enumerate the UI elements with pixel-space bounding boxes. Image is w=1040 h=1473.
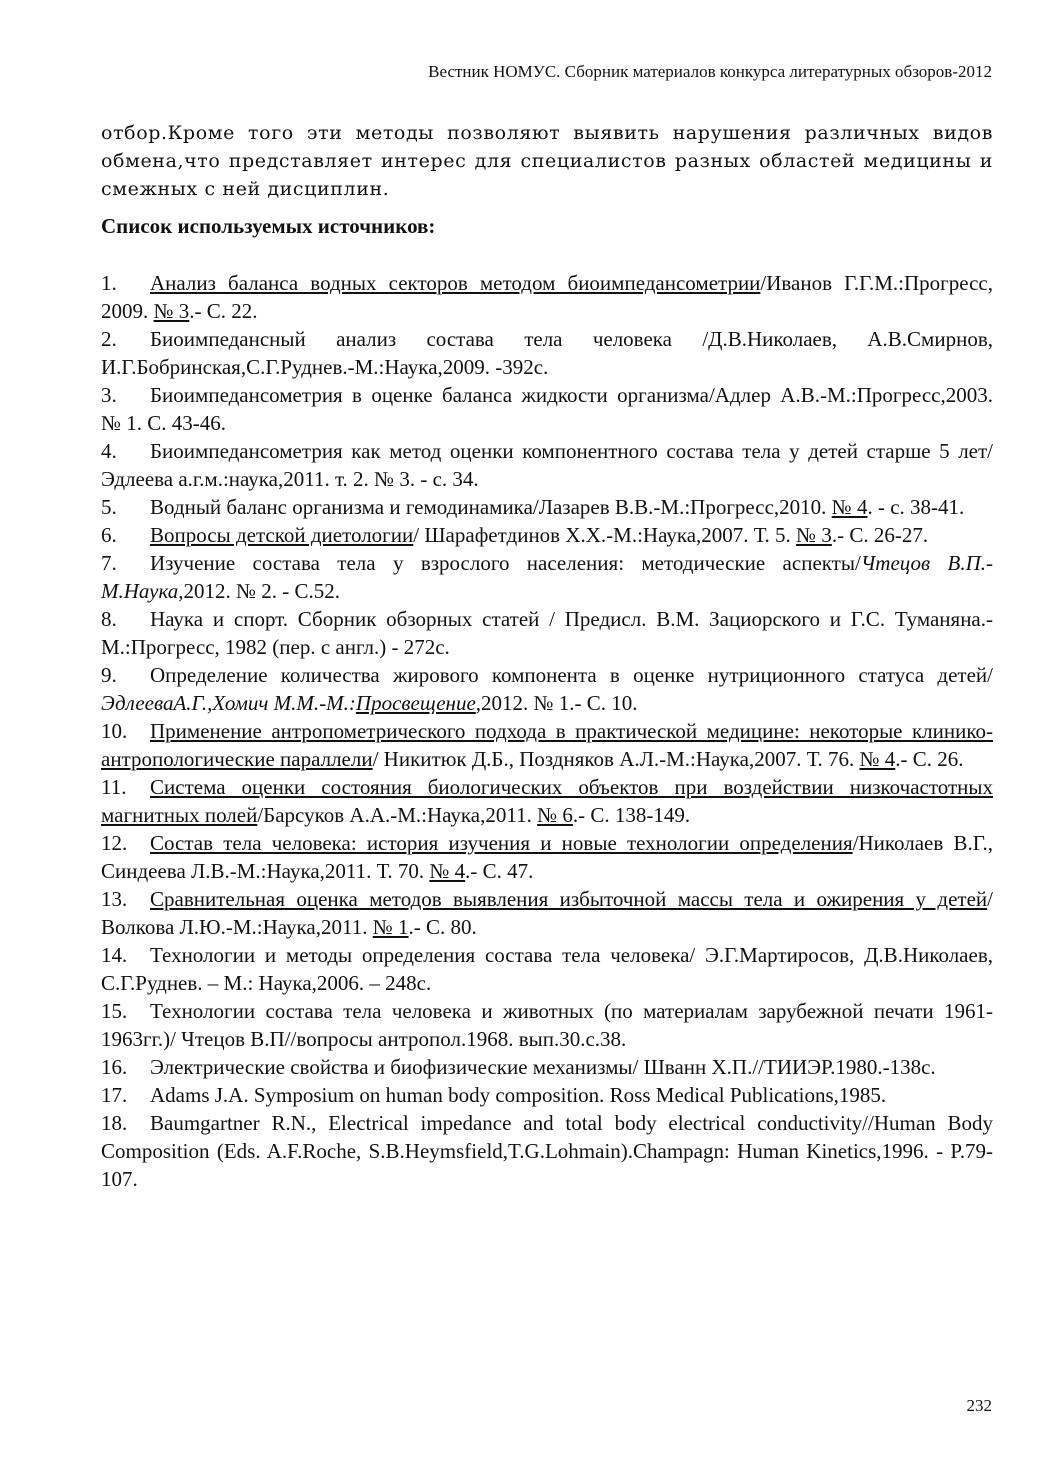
reference-number: 18.	[101, 1111, 128, 1135]
reference-text: Водный баланс организма и гемодинамика/Лазарев В.В.-М.:Прогресс,2010.	[150, 495, 832, 519]
reference-underlined-text: Вопросы детской диетологии	[150, 523, 414, 547]
reference-text: Биоимпедансометрия как метод оценки компонентного состава тела у детей старше 5 лет/Эдлеева а.г.м.:наука,2011. т. 2. № 3. - с. 34.	[101, 439, 993, 491]
running-header: Вестник НОМУС. Сборник материалов конкурса литературных обзоров-2012	[428, 62, 992, 81]
reference-text: ,2012. № 1.- С. 10.	[475, 691, 638, 715]
reference-item	[101, 437, 993, 493]
reference-item	[101, 997, 993, 1053]
reference-item	[101, 269, 993, 325]
reference-underlined-text: № 3	[153, 299, 190, 323]
reference-underlined-text: № 1	[372, 915, 409, 939]
reference-number: 2.	[101, 327, 117, 351]
reference-underlined-text: № 4	[831, 495, 868, 519]
reference-number: 16.	[101, 1055, 128, 1079]
reference-text: /Иванов Г.Г.М.:Прогресс, 2009.	[101, 271, 993, 323]
reference-text: Биоимпедансометрия в оценке баланса жидкости организма/Адлер А.В.-М.:Прогресс,2003. № 1. С. 43-46.	[101, 383, 993, 435]
reference-number: 7.	[101, 551, 117, 575]
reference-item	[101, 885, 993, 941]
reference-number: 17.	[101, 1083, 128, 1107]
reference-number: 4.	[101, 439, 117, 463]
reference-italic-underlined-text: Просвещение	[355, 691, 476, 715]
reference-text: Электрические свойства и биофизические механизмы/ Шванн Х.П.//ТИИЭР.1980.-138с.	[150, 1055, 936, 1079]
reference-item	[101, 1109, 993, 1193]
reference-italic-text: ЭдлееваА.Г.,Хомич М.М.-М.:	[101, 691, 356, 715]
reference-text: .- С. 80.	[408, 915, 477, 939]
reference-number: 10.	[101, 719, 128, 743]
reference-number: 5.	[101, 495, 117, 519]
reference-number: 13.	[101, 887, 128, 911]
reference-text: Baumgartner R.N., Electrical impedance and total body electrical conductivity//Human Body Composition (Eds. A.F.Roche, S.B.Heymsfield,T.G.Lohmain).Champagn: Human Kinetics,1996. - P.79-107.	[101, 1111, 993, 1191]
reference-text: 2012. № 2. - С.52.	[183, 579, 341, 603]
reference-item	[101, 1081, 993, 1109]
reference-item	[101, 605, 993, 661]
reference-text: /Барсуков А.А.-М.:Наука,2011.	[257, 803, 538, 827]
reference-text: .- С. 138-149.	[572, 803, 691, 827]
reference-number: 14.	[101, 943, 128, 967]
page-number: 232	[966, 1396, 992, 1415]
reference-text: Технологии состава тела человека и животных (по материалам зарубежной печати 1961-1963гг.)/ Чтецов В.П//вопросы антропол.1968. вып.30.с.38.	[101, 999, 993, 1051]
reference-item	[101, 493, 993, 521]
reference-text: /Волкова Л.Ю.-М.:Наука,2011.	[101, 887, 993, 939]
reference-item	[101, 941, 993, 997]
intro-paragraph: отбор.Кроме того эти методы позволяют выявить нарушения различных видов обмена,что представляет интерес для специалистов разных областей медицины и смежных с ней дисциплин.	[101, 122, 993, 200]
reference-underlined-text: Анализ баланса водных секторов методом биоимпедансометрии	[150, 271, 761, 295]
reference-item	[101, 325, 993, 381]
reference-text: . - с. 38-41.	[867, 495, 965, 519]
reference-number: 12.	[101, 831, 128, 855]
reference-item	[101, 521, 993, 549]
reference-item	[101, 717, 993, 773]
reference-text: .- С. 26-27.	[831, 523, 929, 547]
reference-underlined-text: № 4	[429, 859, 466, 883]
reference-text: / Шарафетдинов Х.Х.-М.:Наука,2007. Т. 5.	[413, 523, 797, 547]
reference-number: 3.	[101, 383, 117, 407]
reference-underlined-text: Система оценки состояния биологических объектов при воздействии низкочастотных магнитных полей	[101, 775, 993, 827]
reference-underlined-text: № 4	[859, 747, 896, 771]
reference-text: .- С. 22.	[189, 299, 258, 323]
references-heading: Список используемых источников:	[101, 214, 436, 238]
reference-item	[101, 1053, 993, 1081]
reference-number: 1.	[101, 271, 117, 295]
reference-number: 11.	[101, 775, 127, 799]
reference-number: 15.	[101, 999, 128, 1023]
reference-text: Биоимпедансный анализ состава тела человека /Д.В.Николаев, А.В.Смирнов, И.Г.Бобринская,С.Г.Руднев.-М.:Наука,2009. -392с.	[101, 327, 993, 379]
reference-underlined-text: Применение антропометрического подхода в практической медицине: некоторые клинико- антропологические параллели	[101, 719, 993, 771]
reference-item	[101, 829, 993, 885]
reference-item	[101, 661, 993, 717]
reference-text: Определение количества жирового компонента в оценке нутриционного статуса детей/	[150, 663, 993, 687]
reference-text: Adams J.A. Symposium on human body composition. Ross Medical Publications,1985.	[150, 1083, 887, 1107]
reference-number: 8.	[101, 607, 117, 631]
reference-underlined-text: Сравнительная оценка методов выявления избыточной массы тела и ожирения у детей	[150, 887, 988, 911]
reference-underlined-text: № 3	[796, 523, 832, 547]
reference-text: Изучение состава тела у взрослого населения: методические аспекты/	[150, 551, 861, 575]
reference-text: .- С. 47.	[465, 859, 534, 883]
reference-item	[101, 773, 993, 829]
reference-text: /Николаев В.Г., Синдеева Л.В.-М.:Наука,2011. Т. 70.	[101, 831, 993, 883]
reference-underlined-text: Состав тела человека: история изучения и новые технологии определения	[150, 831, 853, 855]
reference-number: 6.	[101, 523, 117, 547]
reference-item	[101, 549, 993, 605]
reference-text: / Никитюк Д.Б., Поздняков А.Л.-М.:Наука,2007. Т. 76.	[372, 747, 860, 771]
reference-text: Технологии и методы определения состава тела человека/ Э.Г.Мартиросов, Д.В.Николаев, С.Г.Руднев. – М.: Наука,2006. – 248с.	[101, 943, 993, 995]
reference-number: 9.	[101, 663, 117, 687]
reference-item	[101, 381, 993, 437]
reference-underlined-text: № 6	[537, 803, 573, 827]
references-list	[101, 269, 993, 1193]
reference-italic-text: Чтецов В.П.-М.Наука,	[101, 551, 993, 603]
reference-text: Наука и спорт. Сборник обзорных статей / Предисл. В.М. Зациорского и Г.С. Туманяна.-М.:Прогресс, 1982 (пер. с англ.) - 272с.	[101, 607, 993, 659]
reference-text: .- С. 26.	[895, 747, 964, 771]
